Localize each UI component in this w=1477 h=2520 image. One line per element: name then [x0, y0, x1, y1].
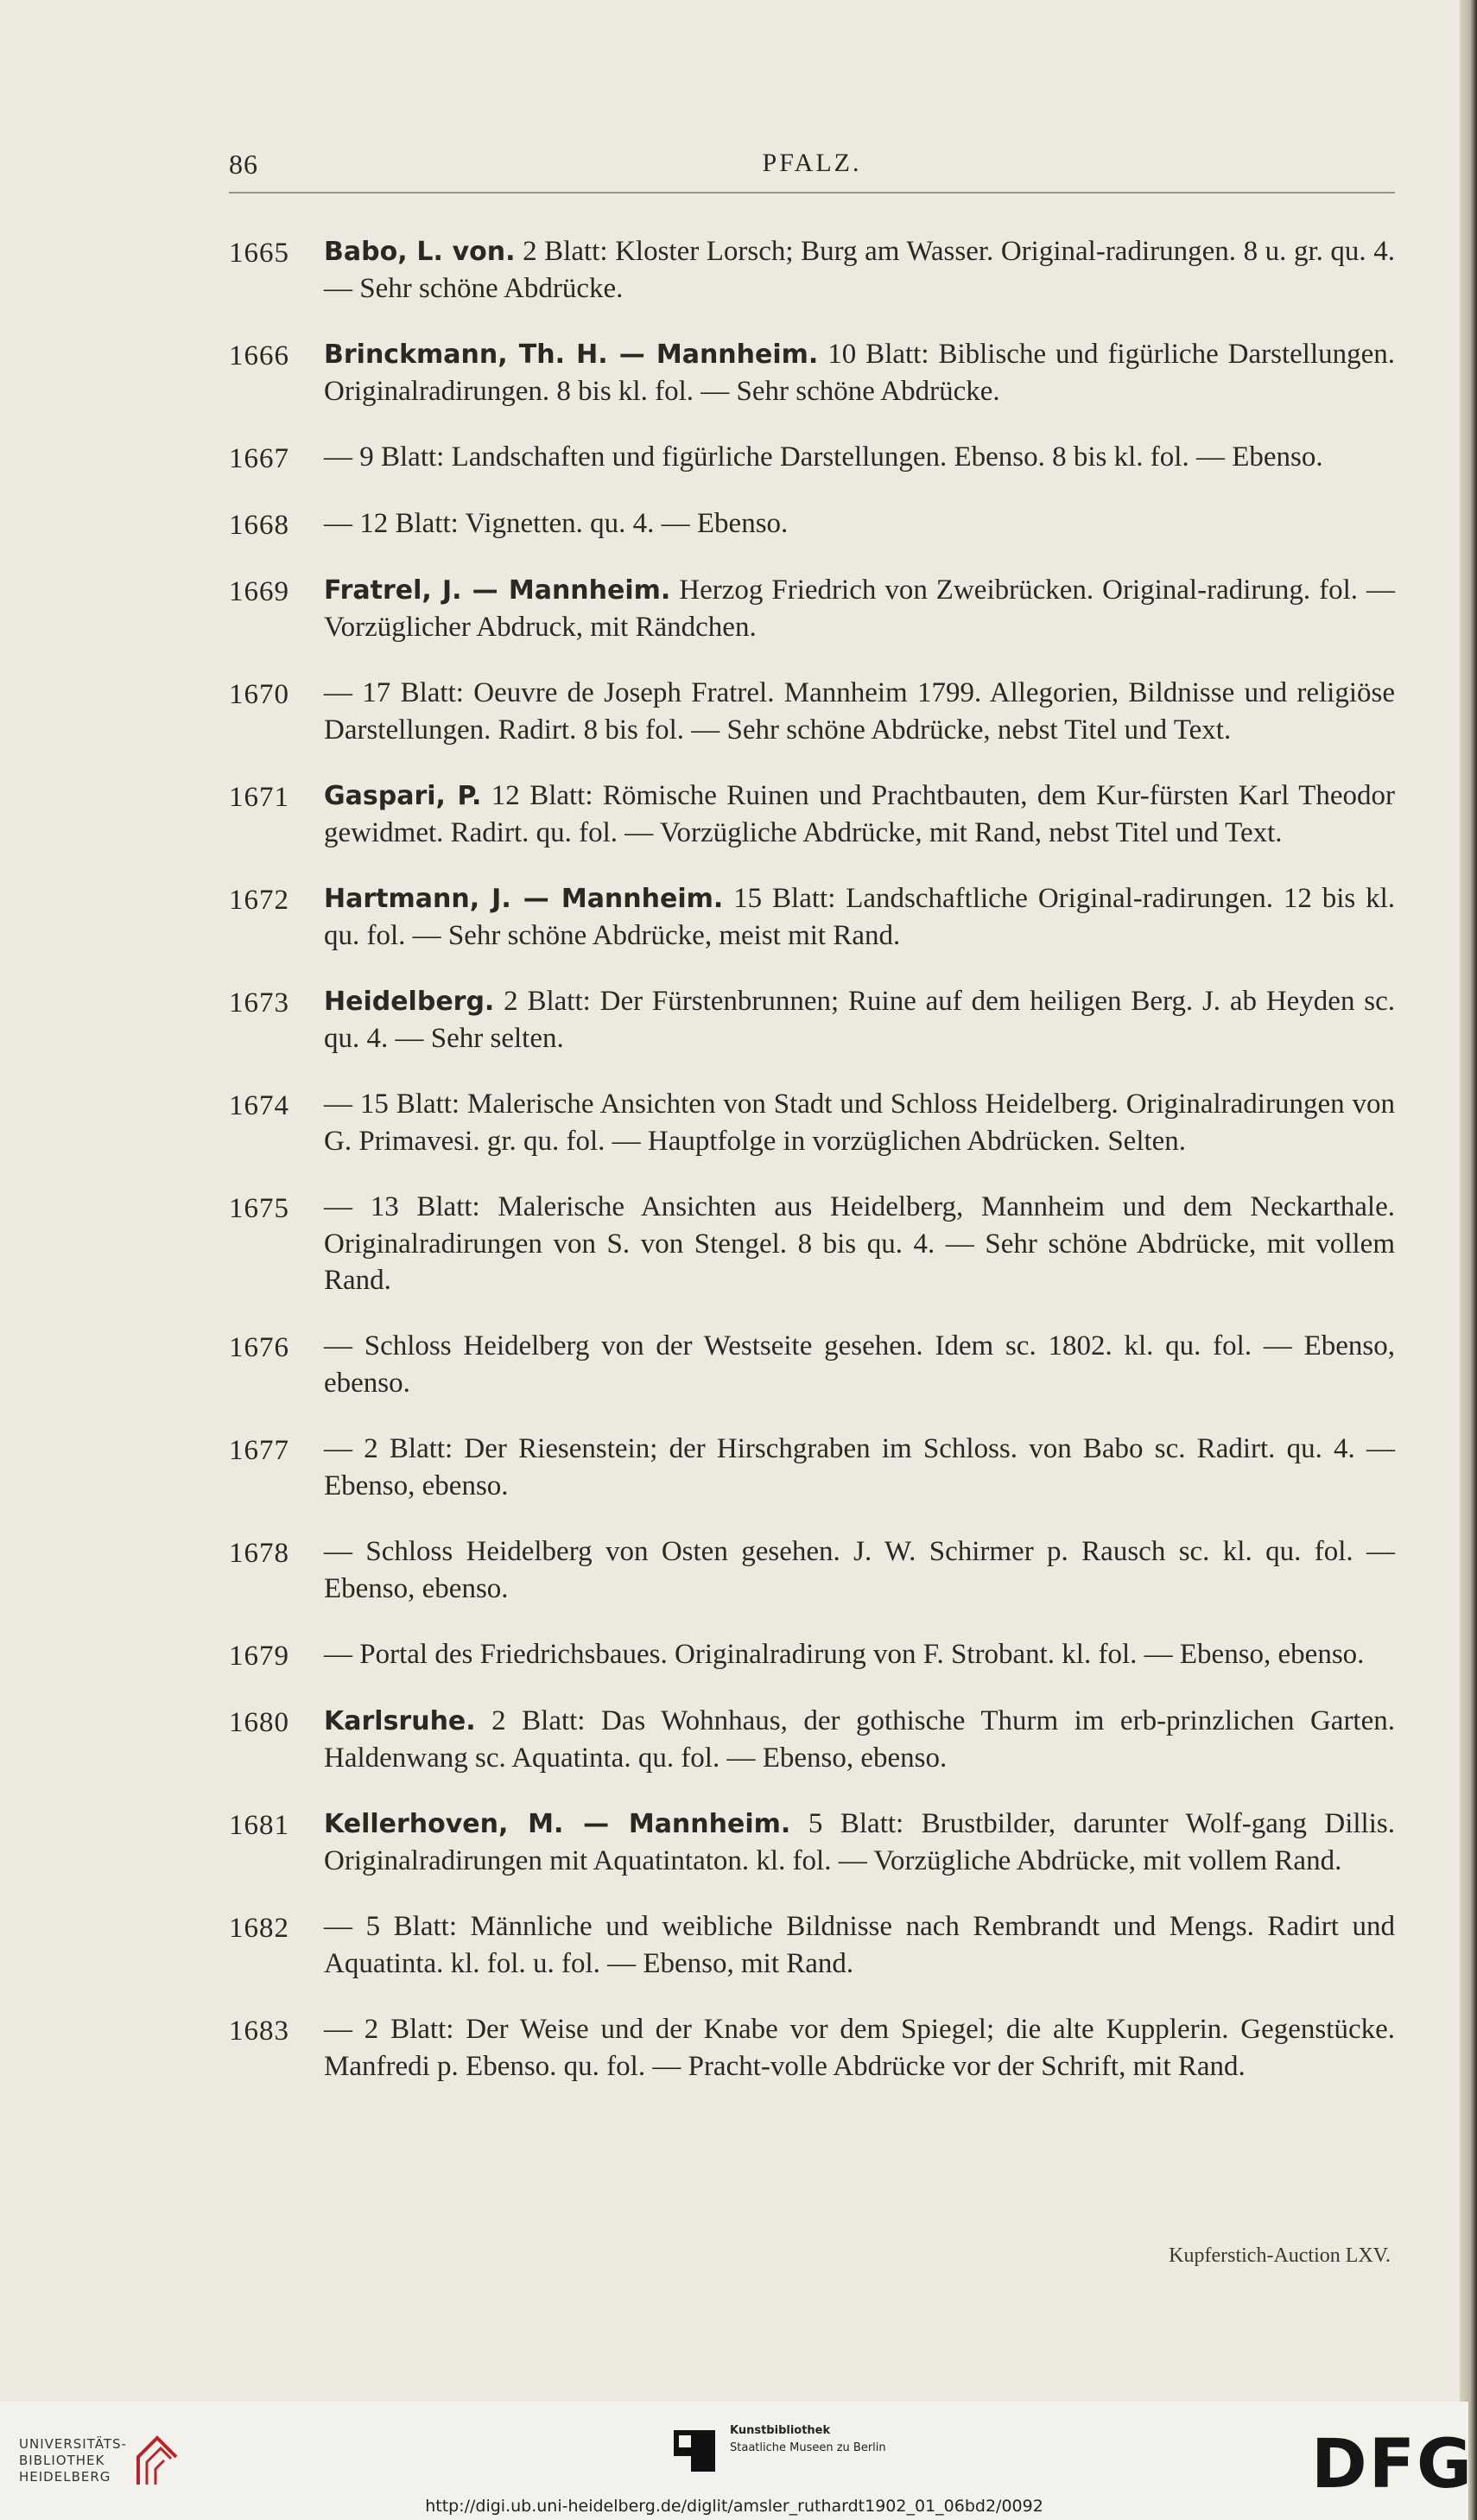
page-number: 86	[229, 149, 258, 180]
entry-number: 1665	[229, 238, 289, 269]
catalog-signature: Kupferstich-Auction LXV.	[1169, 2244, 1391, 2267]
entry-name: Hartmann, J. — Mannheim.	[324, 884, 724, 914]
catalog-entry	[229, 1806, 1395, 1879]
dfg-logo: DFG	[1311, 2426, 1474, 2504]
entry-number: 1676	[229, 1332, 289, 1363]
kunstbibliothek-subtitle: Staatliche Museen zu Berlin	[730, 2441, 886, 2454]
catalog-entry	[229, 1533, 1395, 1607]
entry-number: 1671	[229, 782, 289, 813]
catalog-entry	[229, 2011, 1395, 2085]
uni-line: BIBLIOTHEK	[19, 2453, 105, 2468]
catalog-entry	[229, 778, 1395, 851]
entry-number: 1681	[229, 1810, 289, 1841]
entry-number: 1682	[229, 1913, 289, 1944]
catalog-entries	[229, 233, 1395, 2114]
catalog-entry	[229, 336, 1395, 409]
entry-number: 1680	[229, 1707, 289, 1738]
entry-number: 1683	[229, 2015, 289, 2047]
kunstbibliothek-logo-icon	[674, 2423, 722, 2475]
source-url[interactable]: http://digi.ub.uni-heidelberg.de/diglit/amsler_ruthardt1902_01_06bd2/0092	[425, 2497, 1043, 2516]
university-logo-icon	[131, 2431, 183, 2491]
uni-line: UNIVERSITÄTS-	[19, 2436, 127, 2452]
entry-text: 10 Blatt: Biblische und figürliche Darstellungen. Originalradirungen. 8 bis kl. fol. — Sehr schöne Abdrücke.	[324, 339, 1396, 407]
catalog-entry	[229, 1189, 1395, 1298]
entry-name: Fratrel, J. — Mannheim.	[324, 575, 671, 606]
uni-line: HEIDELBERG	[19, 2469, 111, 2485]
running-title: PFALZ.	[762, 149, 862, 177]
catalog-entry	[229, 1328, 1395, 1401]
entry-text: 2 Blatt: Kloster Lorsch; Burg am Wasser. Original-radirungen. 8 u. gr. qu. 4. — Sehr schöne Abdrücke.	[324, 236, 1395, 304]
entry-text: — 12 Blatt: Vignetten. qu. 4. — Ebenso.	[324, 508, 789, 539]
catalog-entry	[229, 880, 1395, 954]
entry-text: — Schloss Heidelberg von der Westseite gesehen. Idem sc. 1802. kl. qu. fol. — Ebenso, ebenso.	[324, 1330, 1395, 1399]
entry-number: 1673	[229, 987, 289, 1019]
entry-text: Herzog Friedrich von Zweibrücken. Original-radirung. fol. — Vorzüglicher Abdruck, mit Rändchen.	[324, 574, 1395, 643]
catalog-entry	[229, 572, 1395, 645]
entry-name: Kellerhoven, M. — Mannheim.	[324, 1809, 791, 1839]
entry-text: — 2 Blatt: Der Riesenstein; der Hirschgraben im Schloss. von Babo sc. Radirt. qu. 4. — Ebenso, ebenso.	[324, 1433, 1395, 1501]
entry-number: 1672	[229, 885, 289, 916]
entry-text: — 13 Blatt: Malerische Ansichten aus Heidelberg, Mannheim und dem Neckarthale. Originalradirungen von S. von Stengel. 8 bis qu. 4. — Sehr schöne Abdrücke, mit vollem Rand.	[324, 1191, 1395, 1296]
catalog-entry	[229, 1636, 1395, 1673]
entry-name: Gaspari, P.	[324, 781, 482, 811]
entry-name: Brinckmann, Th. H. — Mannheim.	[324, 340, 819, 370]
entry-name: Heidelberg.	[324, 987, 495, 1017]
catalog-entry	[229, 675, 1395, 748]
page-edge	[1460, 0, 1477, 2520]
entry-number: 1679	[229, 1641, 289, 1672]
entry-text: 15 Blatt: Landschaftliche Original-radirungen. 12 bis kl. qu. fol. — Sehr schöne Abdrücke, meist mit Rand.	[324, 883, 1395, 951]
entry-text: — 17 Blatt: Oeuvre de Joseph Fratrel. Mannheim 1799. Allegorien, Bildnisse und religiöse Darstellungen. Radirt. 8 bis fol. — Sehr schöne Abdrücke, nebst Titel und Text.	[324, 677, 1395, 746]
entry-number: 1667	[229, 443, 289, 474]
catalog-entry	[229, 233, 1395, 307]
page-header	[229, 143, 1395, 194]
catalog-entry	[229, 439, 1395, 476]
entry-text: 2 Blatt: Der Fürstenbrunnen; Ruine auf dem heiligen Berg. J. ab Heyden sc. qu. 4. — Sehr selten.	[324, 986, 1395, 1054]
entry-text: 5 Blatt: Brustbilder, darunter Wolf-gang Dillis. Originalradirungen mit Aquatintaton. kl. fol. — Vorzügliche Abdrücke, mit vollem Rand.	[324, 1808, 1395, 1876]
catalog-entry	[229, 983, 1395, 1057]
catalog-entry	[229, 1086, 1395, 1159]
catalog-entry	[229, 1703, 1395, 1776]
entry-text: — 9 Blatt: Landschaften und figürliche Darstellungen. Ebenso. 8 bis kl. fol. — Ebenso.	[324, 441, 1323, 473]
entry-text: — 5 Blatt: Männliche und weibliche Bildnisse nach Rembrandt und Mengs. Radirt und Aquatinta. kl. fol. u. fol. — Ebenso, mit Rand.	[324, 1911, 1395, 1979]
catalog-entry	[229, 505, 1395, 543]
entry-text: 2 Blatt: Das Wohnhaus, der gothische Thurm im erb-prinzlichen Garten. Haldenwang sc. Aquatinta. qu. fol. — Ebenso, ebenso.	[324, 1705, 1395, 1774]
entry-text: 12 Blatt: Römische Ruinen und Prachtbauten, dem Kur-fürsten Karl Theodor gewidmet. Radirt. qu. fol. — Vorzügliche Abdrücke, mit Rand, nebst Titel und Text.	[324, 780, 1395, 848]
catalog-entry	[229, 1431, 1395, 1504]
entry-name: Karlsruhe.	[324, 1706, 476, 1736]
entry-number: 1677	[229, 1435, 289, 1466]
entry-text: — 2 Blatt: Der Weise und der Knabe vor dem Spiegel; die alte Kupplerin. Gegenstücke. Manfredi p. Ebenso. qu. fol. — Pracht-volle Abdrücke vor der Schrift, mit Rand.	[324, 2014, 1395, 2082]
entry-number: 1669	[229, 576, 289, 607]
catalog-entry	[229, 1908, 1395, 1982]
entry-number: 1670	[229, 679, 289, 710]
kunstbibliothek-name: Kunstbibliothek	[730, 2424, 831, 2437]
entry-number: 1668	[229, 510, 289, 541]
entry-number: 1675	[229, 1193, 289, 1224]
kunstbibliothek-text	[730, 2422, 886, 2457]
entry-number: 1678	[229, 1538, 289, 1569]
entry-text: — 15 Blatt: Malerische Ansichten von Stadt und Schloss Heidelberg. Originalradirungen von G. Primavesi. gr. qu. fol. — Hauptfolge in vorzüglichen Abdrücken. Selten.	[324, 1089, 1395, 1157]
entry-text: — Schloss Heidelberg von Osten gesehen. J. W. Schirmer p. Rausch sc. kl. qu. fol. — Ebenso, ebenso.	[324, 1536, 1395, 1604]
university-library-logo-text	[19, 2436, 127, 2485]
entry-name: Babo, L. von.	[324, 237, 516, 267]
entry-number: 1666	[229, 340, 289, 371]
entry-text: — Portal des Friedrichsbaues. Originalradirung von F. Strobant. kl. fol. — Ebenso, ebenso.	[324, 1639, 1365, 1670]
entry-number: 1674	[229, 1090, 289, 1121]
